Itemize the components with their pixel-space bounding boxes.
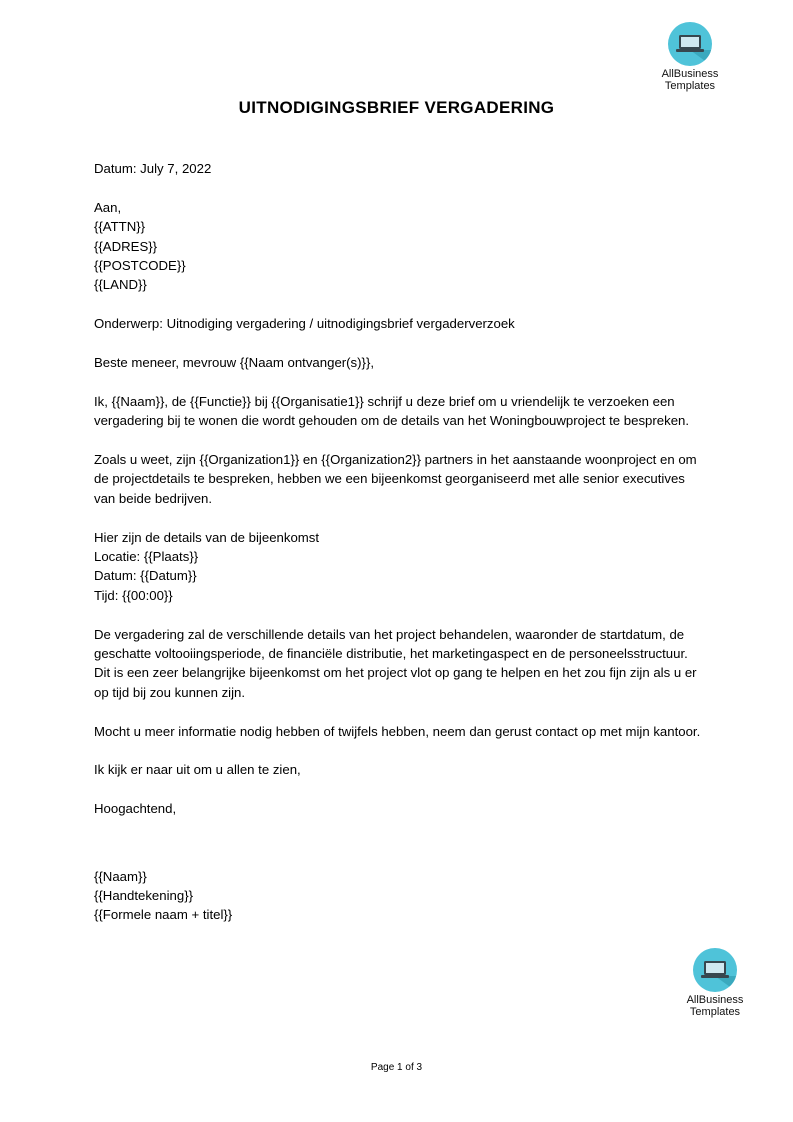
meeting-details [94, 528, 704, 606]
salutation: Beste meneer, mevrouw {{Naam ontvanger(s)}}, [94, 355, 375, 371]
date-line: Datum: July 7, 2022 [94, 161, 212, 176]
address-line: {{ADRES}} [94, 238, 158, 254]
laptop-icon [668, 22, 712, 66]
address-line: Aan, [94, 199, 122, 215]
details-line: Hier zijn de details van de bijeenkomst [94, 529, 320, 545]
page-number: Page 1 of 3 [370, 1062, 423, 1073]
logo-line1: AllBusiness [686, 994, 744, 1006]
logo-line1: AllBusiness [661, 68, 719, 80]
allbusiness-logo-bottom [670, 948, 760, 1018]
details-line: Locatie: {{Plaats}} [94, 549, 199, 565]
subject-line: Onderwerp: Uitnodiging vergadering / uitnodigingsbrief vergaderverzoek [94, 316, 515, 332]
logo-circle [693, 948, 737, 992]
signature-line: {{Naam}} [94, 868, 147, 884]
paragraph-agenda: De vergadering zal de verschillende details van het project behandelen, waaronder de startdatum, de geschatte voltooiingsperiode, de financiële distributie, het marketingaspect en de personeelsstructuur. Dit is een zeer belangrijke bijeenkomst om het project vlot op gang te helpen en het zou fijn zijn als u er op tijd bij zou kunnen zijn. [94, 626, 697, 700]
signature-line: {{Formele naam + titel}} [94, 907, 233, 923]
paragraph-contact: Mocht u meer informatie nodig hebben of twijfels hebben, neem dan gerust contact op met mijn kantoor. [94, 723, 701, 739]
allbusiness-logo-top [645, 22, 735, 92]
logo-text [645, 68, 735, 92]
paragraph-partners: Zoals u weet, zijn {{Organization1}} en {{Organization2}} partners in het aanstaande woonproject en om de projectdetails te bespreken, hebben we een bijeenkomst georganiseerd met alle senior executives van beide bedrijven. [94, 452, 697, 506]
details-line: Tijd: {{00:00}} [94, 587, 173, 603]
logo-text [670, 994, 760, 1018]
paragraph-intro: Ik, {{Naam}}, de {{Functie}} bij {{Organisatie1}} schrijf u deze brief om u vriendelijk te verzoeken een vergadering bij te wonen die wordt gehouden om de details van het Woningbouwproject te bespreken. [94, 393, 690, 429]
closing-regards: Hoogachtend, [94, 801, 177, 817]
laptop-icon [693, 948, 737, 992]
closing-line: Ik kijk er naar uit om u allen te zien, [94, 762, 301, 778]
address-line: {{POSTCODE}} [94, 258, 186, 274]
logo-line2: Templates [689, 1006, 741, 1018]
signature-line: {{Handtekening}} [94, 888, 194, 904]
logo-circle [668, 22, 712, 66]
address-line: {{ATTN}} [94, 219, 146, 235]
signature-block [94, 867, 704, 925]
details-line: Datum: {{Datum}} [94, 568, 197, 584]
address-block [94, 198, 704, 295]
logo-line2: Templates [664, 80, 716, 92]
address-line: {{LAND}} [94, 277, 147, 293]
page-title: UITNODIGINGSBRIEF VERGADERING [238, 98, 555, 117]
letter-body [94, 159, 704, 944]
